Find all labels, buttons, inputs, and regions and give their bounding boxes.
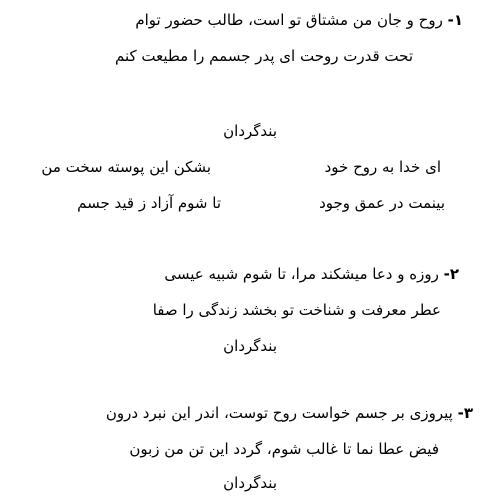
stanza-2-line-1 — [164, 264, 459, 284]
couplet-right-2: تا شوم آزاد ز قید جسم — [77, 194, 221, 212]
stanza-2-refrain: بندگردان — [223, 337, 277, 355]
stanza-1-refrain: بندگردان — [223, 122, 277, 140]
stanza-2-line-2: عطر معرفت و شناخت تو بخشد زندگی را صفا — [152, 301, 441, 319]
couplet-left-1: ای خدا به روح خود — [324, 158, 441, 176]
stanza-3-number: ۳- — [457, 404, 473, 422]
stanza-2-number: ۲- — [443, 265, 459, 283]
stanza-1-line-1 — [135, 10, 463, 30]
stanza-1-line-2: تحت قدرت روحت ای پدر جسمم را مطیعت کنم — [114, 47, 413, 65]
stanza-3-line-1-text: پیروزی بر جسم خواست روح توست، اندر این نبرد درون — [105, 404, 453, 422]
stanza-3-refrain: بندگردان — [223, 474, 277, 492]
stanza-3-line-1 — [106, 403, 473, 423]
stanza-1-number: ۱- — [447, 11, 463, 29]
couplet-right-1: بشکن این پوسته سخت من — [41, 158, 211, 176]
stanza-1-line-1-text: روح و جان من مشتاق تو است، طالب حضور توام — [135, 11, 443, 29]
couplet-left-2: بینمت در عمق وجود — [319, 194, 445, 212]
stanza-3-line-2: فیض عطا نما تا غالب شوم، گردد این تن من زبون — [129, 440, 439, 458]
stanza-2-line-1-text: روزه و دعا میشکند مرا، تا شوم شبیه عیسی — [164, 265, 439, 283]
